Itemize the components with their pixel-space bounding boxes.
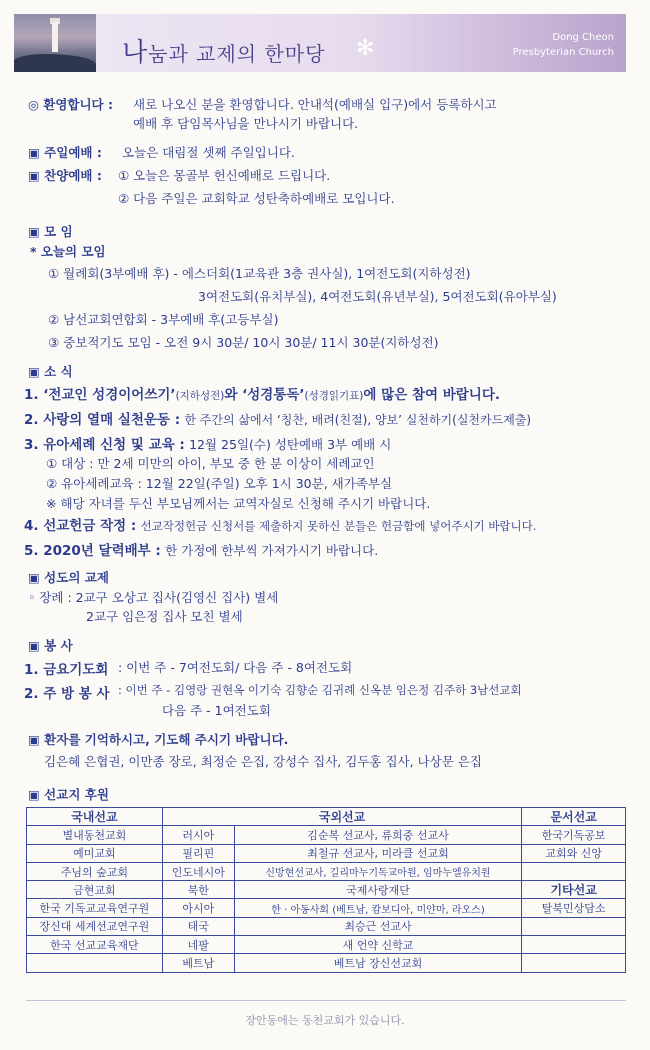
table-row — [27, 899, 626, 917]
country-cell: 베트남 — [162, 954, 234, 972]
org-cell: 최승근 선교사 — [234, 917, 522, 935]
page-title: 나눔과 교제의 한마당 — [122, 38, 326, 68]
meetings-line-3: ② 남선교회연합회 - 3부예배 후(고등부실) — [48, 312, 279, 327]
sunday-text: 오늘은 대림절 셋째 주일입니다. — [122, 145, 295, 160]
news-item-1: 1. ‘전교인 성경이어쓰기’(지하성전)와 ‘성경통독’(성경읽기표)에 많은 참여 바랍니다. — [24, 387, 501, 403]
org-cell: 새 언약 신학교 — [234, 936, 522, 954]
domestic-cell: 금현교회 — [27, 881, 163, 899]
praise-line-1: ① 오늘은 몽골부 헌신예배로 드립니다. — [118, 168, 331, 183]
side-cell — [522, 954, 626, 972]
news-item-3-education: ② 유아세례교육 : 12월 22일(주일) 오후 1시 30분, 새가족부실 — [46, 476, 393, 491]
domestic-cell: 주님의 숲교회 — [27, 862, 163, 880]
domestic-cell: 장신대 세계선교연구원 — [27, 917, 163, 935]
table-header-row — [27, 808, 626, 826]
meetings-line-4: ③ 중보적기도 모임 - 오전 9시 30분/ 10시 30분/ 11시 30분(지하성전) — [48, 335, 439, 350]
missions-table — [26, 807, 626, 973]
org-cell: 신방현선교사, 길리마누기독교아원, 임마누엘유치원 — [234, 862, 522, 880]
service-kitchen-next: 다음 주 - 1여전도회 — [162, 703, 271, 718]
domestic-cell: 한국 선교교육재단 — [27, 936, 163, 954]
table-row — [27, 936, 626, 954]
church-name: Dong Cheon Presbyterian Church — [512, 32, 614, 58]
news-item-3-target: ① 대상 : 만 2세 미만의 아이, 부모 중 한 분 이상이 세례교인 — [46, 456, 375, 471]
country-cell: 태국 — [162, 917, 234, 935]
table-row — [27, 881, 626, 899]
org-cell: 김순복 선교사, 류희중 선교사 — [234, 826, 522, 844]
service-title: ▣ 봉 사 — [28, 636, 73, 654]
meetings-line-1: ① 월례회(3부예배 후) - 에스더회(1교육관 3층 권사실), 1여전도회(지하성전) — [48, 266, 471, 281]
header-domestic: 국내선교 — [27, 808, 163, 826]
header-other: 기타선교 — [522, 881, 626, 899]
domestic-cell — [27, 954, 163, 972]
country-cell: 네팔 — [162, 936, 234, 954]
side-cell — [522, 936, 626, 954]
service-friday-text: : 이번 주 - 7여전도회/ 다음 주 - 8여전도회 — [118, 660, 353, 675]
country-cell: 러시아 — [162, 826, 234, 844]
praise-label: ▣ 찬양예배 : — [28, 166, 102, 184]
welcome-line-1: 새로 나오신 분을 환영합니다. 안내석(예배실 입구)에서 등록하시고 — [133, 97, 497, 112]
welcome-line-2: 예배 후 담임목사님을 만나시기 바랍니다. — [133, 116, 359, 131]
fellowship-title: ▣ 성도의 교제 — [28, 568, 109, 586]
news-item-3-note: ※ 해당 자녀를 두신 부모님께서는 교역자실로 신청해 주시기 바랍니다. — [46, 496, 431, 511]
patients-title: ▣ 환자를 기억하시고, 기도해 주시기 바랍니다. — [28, 730, 288, 748]
news-item-4: 4. 선교헌금 작정 : 선교작정헌금 신청서를 제출하지 못하신 분들은 헌금함에 넣어주시기 바랍니다. — [24, 518, 537, 534]
table-row — [27, 917, 626, 935]
praise-line-2: ② 다음 주일은 교회학교 성탄축하예배로 모입니다. — [118, 191, 395, 206]
fellowship-line-2: 2교구 임은정 집사 모친 별세 — [86, 609, 243, 624]
header-literature: 문서선교 — [522, 808, 626, 826]
patients-names: 김은혜 은협권, 이만종 장로, 최정순 은집, 강성수 집사, 김두홍 집사, 나상문 은집 — [44, 754, 482, 769]
org-cell: 국제사랑재단 — [234, 881, 522, 899]
missions-title: ▣ 선교지 후원 — [28, 785, 109, 803]
table-row — [27, 844, 626, 862]
news-item-2: 2. 사랑의 열매 실천운동 : 한 주간의 삶에서 ‘칭찬, 배려(친절), 양보’ 실천하기(실천카드제출) — [24, 412, 532, 428]
service-kitchen-text: : 이번 주 - 김영랑 권현옥 이기숙 김향순 김귀례 신옥분 임은정 김주하 3남선교회 — [118, 683, 522, 697]
side-cell: 한국기독공보 — [522, 826, 626, 844]
table-row — [27, 954, 626, 972]
domestic-cell: 별내동천교회 — [27, 826, 163, 844]
table-row — [27, 826, 626, 844]
org-cell: 한 · 아동사회 (베트남, 캄보디아, 미얀마, 라오스) — [234, 899, 522, 917]
header-overseas: 국외선교 — [162, 808, 521, 826]
domestic-cell: 한국 기독교교육연구원 — [27, 899, 163, 917]
fellowship-line-1: ◦ 장례 : 2교구 오상고 집사(김영신 집사) 별세 — [28, 590, 279, 605]
side-cell: 교회와 신앙 — [522, 844, 626, 862]
country-cell: 북한 — [162, 881, 234, 899]
lighthouse-photo — [14, 14, 96, 72]
star-icon: ✻ — [356, 36, 375, 61]
side-cell: 탈북민상담소 — [522, 899, 626, 917]
country-cell: 아시아 — [162, 899, 234, 917]
welcome-label: ◎ 환영합니다 : — [28, 97, 113, 112]
service-kitchen-label: 2. 주 방 봉 사 — [24, 686, 110, 702]
news-title: ▣ 소 식 — [28, 362, 73, 380]
country-cell: 필리핀 — [162, 844, 234, 862]
news-item-5: 5. 2020년 달력배부 : 한 가정에 한부씩 가져가시기 바랍니다. — [24, 543, 379, 559]
footer-text: 장안동에는 동천교회가 있습니다. — [245, 1014, 405, 1027]
org-cell: 최철규 선교사, 미라클 선교회 — [234, 844, 522, 862]
page-header — [14, 14, 626, 72]
side-cell — [522, 917, 626, 935]
meetings-title: ▣ 모 임 — [28, 222, 73, 240]
service-friday-label: 1. 금요기도회 — [24, 662, 109, 678]
news-item-3: 3. 유아세례 신청 및 교육 : 12월 25일(수) 성탄예배 3부 예배 시 — [24, 437, 392, 453]
org-cell: 베트남 장신선교회 — [234, 954, 522, 972]
table-row — [27, 862, 626, 880]
domestic-cell: 예미교회 — [27, 844, 163, 862]
side-cell — [522, 862, 626, 880]
footer-divider — [26, 1000, 626, 1001]
meetings-subtitle: * 오늘의 모임 — [30, 244, 106, 259]
meetings-line-2: 3여전도회(유치부실), 4여전도회(유년부실), 5여전도회(유아부실) — [198, 289, 557, 304]
sunday-label: ▣ 주일예배 : — [28, 143, 102, 161]
country-cell: 인도네시아 — [162, 862, 234, 880]
